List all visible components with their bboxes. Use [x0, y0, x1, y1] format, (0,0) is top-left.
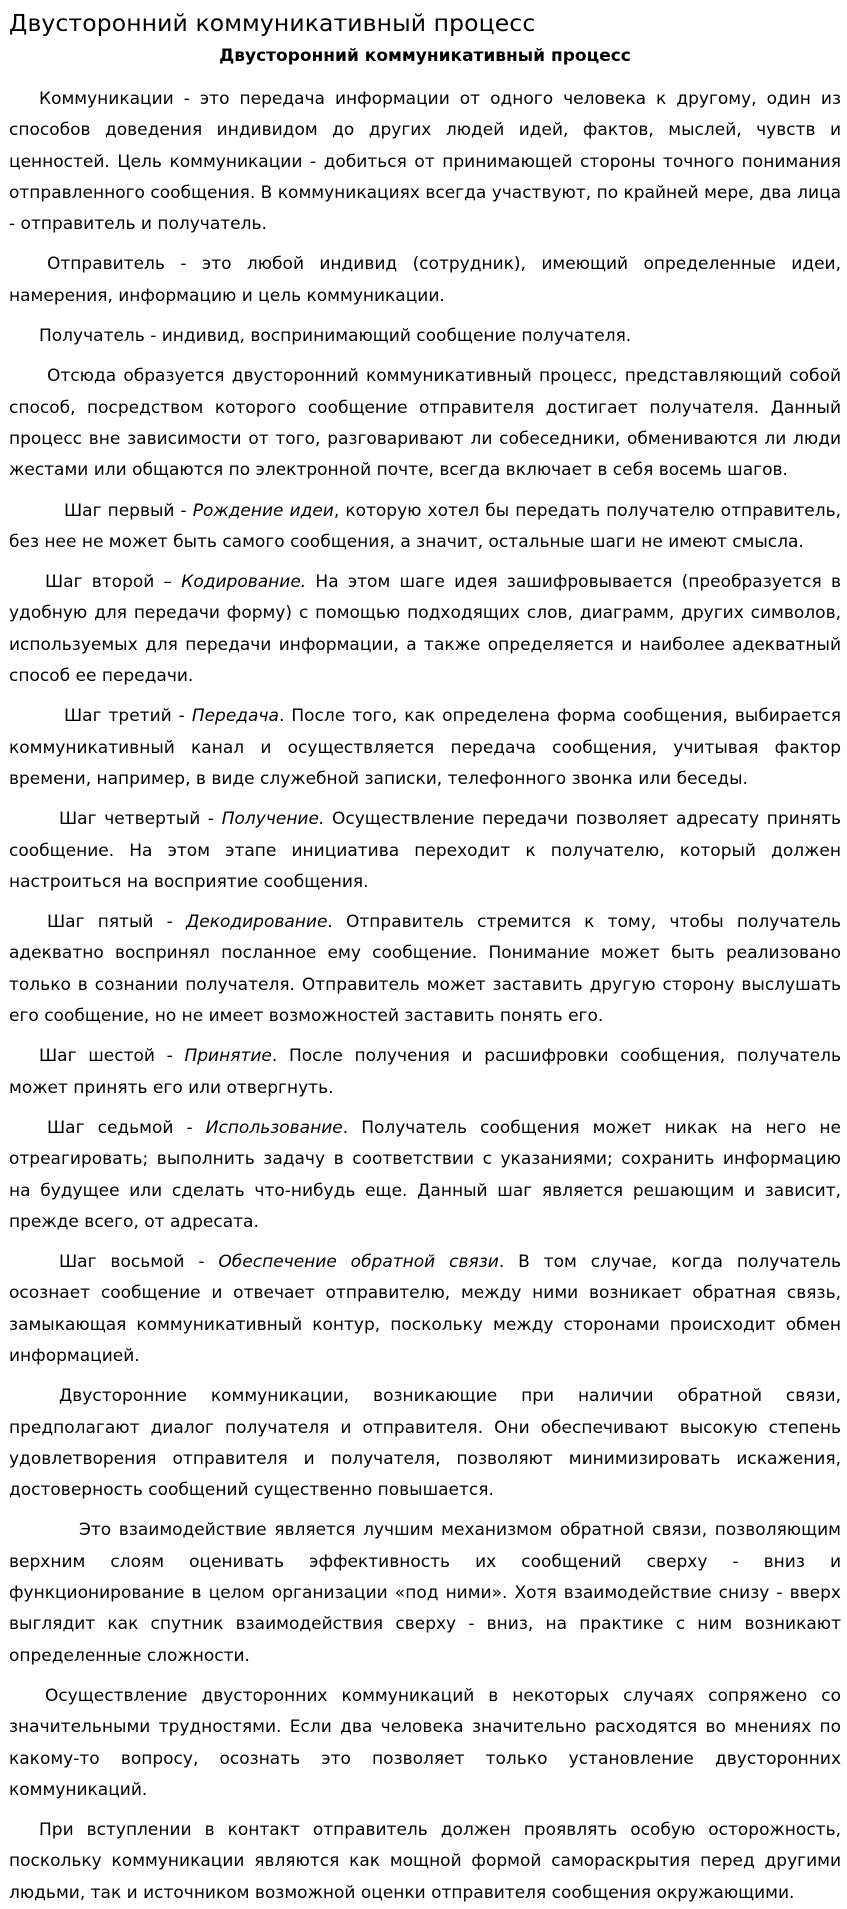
paragraph-feedback: Это взаимодействие является лучшим механизмом обратной связи, позволяющим верхним слоям оценивать эффективность их сообщений сверху - вниз и функционирование в целом организации «под ними». Хотя взаимодействие снизу - вверх выглядит как спутник взаимодействия сверху - вниз, на практике с ним возникают определенные сложности.	[9, 1520, 841, 1666]
step-lead: Шаг шестой -	[39, 1046, 185, 1067]
step-term: Кодирование.	[181, 572, 307, 593]
step-paragraph-1	[9, 496, 841, 559]
document-heading: Двусторонний коммуникативный процесс	[219, 46, 631, 66]
step-paragraph-4	[9, 804, 841, 898]
step-lead: Шаг первый -	[64, 500, 193, 521]
paragraph-receiver: Получатель - индивид, воспринимающий сообщение получателя.	[39, 326, 632, 347]
step-lead: Шаг четвертый -	[59, 809, 222, 830]
step-lead: Шаг восьмой -	[59, 1252, 219, 1273]
paragraph-sender: Отправитель - это любой индивид (сотрудник), имеющий определенные идеи, намерения, информацию и цель коммуникации.	[9, 254, 841, 306]
step-text: . Получатель сообщения может никак на него не отреагировать; выполнить задачу в соответствии с указаниями; сохранить информацию на будущее или сделать что-нибудь еще. Данный шаг является решающим и зависит, прежде всего, от адресата.	[9, 1117, 841, 1232]
step-lead: Шаг пятый -	[47, 912, 186, 933]
step-paragraph-2	[9, 567, 841, 692]
step-paragraph-5	[9, 907, 841, 1032]
step-text: На этом шаге идея зашифровывается (преобразуется в удобную для передачи форму) с помощью подходящих слов, диаграмм, других символов, используемых для передачи информации, а также определяется и наиболее адекватный способ ее передачи.	[9, 572, 841, 687]
step-text: . После того, как определена форма сообщения, выбирается коммуникативный канал и осуществляется передача сообщения, учитывая фактор времени, например, в виде служебной записки, телефонного звонка или беседы.	[9, 706, 841, 789]
step-term: Декодирование	[185, 912, 328, 933]
page-title: Двусторонний коммуникативный процесс	[9, 9, 536, 37]
step-text: . После получения и расшифровки сообщения, получатель может принять его или отвергнуть.	[9, 1046, 841, 1098]
step-text: . В том случае, когда получатель осознает сообщение и отвечает отправителю, между ними возникает обратная связь, замыкающая коммуникативный контур, поскольку между сторонами происходит обмен информацией.	[9, 1252, 841, 1366]
step-term: Обеспечение обратной связи	[218, 1252, 499, 1273]
paragraph-two-way: Двусторонние коммуникации, возникающие при наличии обратной связи, предполагают диалог получателя и отправителя. Они обеспечивают высокую степень удовлетворения отправителя и получателя, позволяют минимизировать искажения, достоверность сообщений существенно повышается.	[9, 1386, 841, 1501]
step-paragraph-8	[9, 1247, 841, 1372]
step-text: , которую хотел бы передать получателю отправитель, без нее не может быть самого сообщения, а значит, остальные шаги не имеют смысла.	[9, 500, 842, 552]
step-term: Передача	[191, 706, 279, 727]
paragraph-process: Отсюда образуется двусторонний коммуникативный процесс, представляющий собой способ, посредством которого сообщение отправителя достигает получателя. Данный процесс вне зависимости от того, разговаривают ли собеседники, обмениваются ли люди жестами или общаются по электронной почте, всегда включает в себя восемь шагов.	[9, 366, 841, 481]
step-text: Осуществление передачи позволяет адресату принять сообщение. На этом этапе инициатива переходит к получателю, который должен настроиться на восприятие сообщения.	[9, 809, 841, 892]
step-term: Получение.	[221, 809, 325, 830]
step-paragraph-3	[9, 701, 841, 795]
step-text: . Отправитель стремится к тому, чтобы получатель адекватно воспринял посланное ему сообщение. Понимание может быть реализовано только в сознании получателя. Отправитель может заставить другую сторону выслушать его сообщение, но не имеет возможностей заставить понять его.	[9, 912, 841, 1027]
paragraph-caution: При вступлении в контакт отправитель должен проявлять особую осторожность, поскольку коммуникации являются как мощной формой самораскрытия перед другими людьми, так и источником возможной оценки отправителя сообщения окружающими.	[9, 1820, 841, 1903]
step-term: Использование	[205, 1117, 343, 1138]
paragraph-definition: Коммуникации - это передача информации от одного человека к другому, один из способов доведения индивидом до других людей идей, фактов, мыслей, чувств и ценностей. Цель коммуникации - добиться от принимающей стороны точного понимания отправленного сообщения. В коммуникациях всегда участвуют, по крайней мере, два лица - отправитель и получатель.	[9, 89, 841, 235]
step-lead: Шаг третий -	[64, 706, 192, 727]
step-lead: Шаг седьмой -	[47, 1117, 206, 1138]
step-paragraph-6	[9, 1041, 841, 1104]
step-term: Рождение идеи	[192, 500, 334, 521]
step-lead: Шаг второй –	[45, 572, 182, 593]
step-paragraph-7	[9, 1113, 841, 1238]
step-term: Принятие	[184, 1046, 272, 1067]
paragraph-difficulties: Осуществление двусторонних коммуникаций в некоторых случаях сопряжено со значительными трудностями. Если два человека значительно расходятся во мнениях по какому-то вопросу, осознать это позволяет только установление двусторонних коммуникаций.	[9, 1685, 841, 1800]
